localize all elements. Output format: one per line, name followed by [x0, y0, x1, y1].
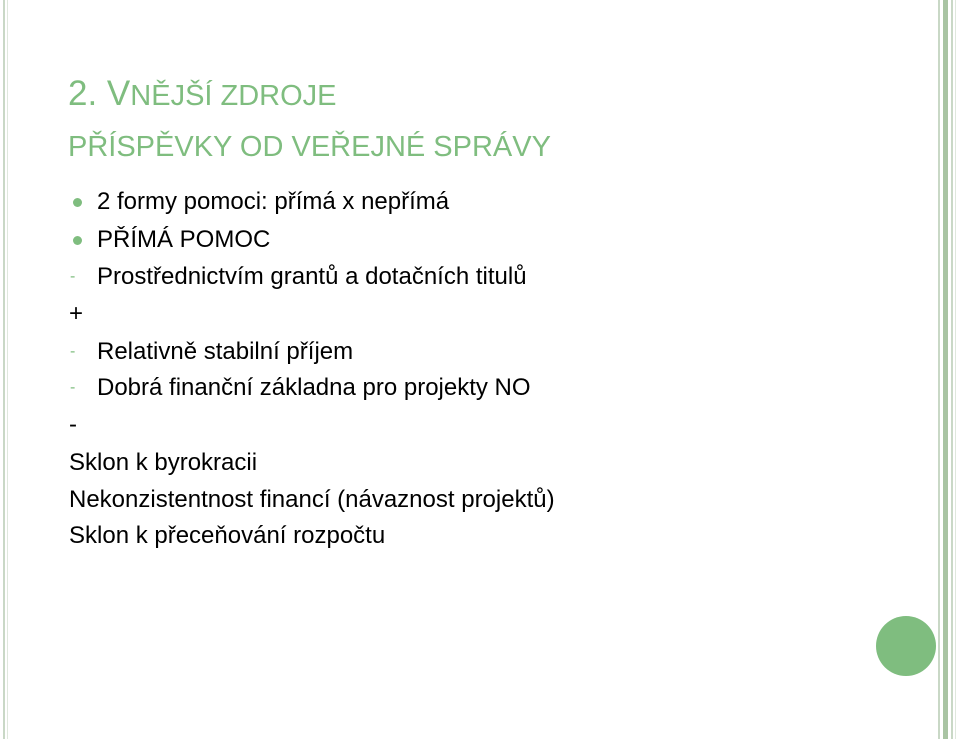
dash-mark: -: [70, 268, 76, 285]
list-item-text: Sklon k byrokracii: [69, 449, 258, 476]
decorative-circle-icon: [876, 616, 936, 676]
bullet-dot-icon: [73, 236, 82, 245]
list-item-text: Relativně stabilní příjem: [97, 338, 354, 365]
right-border-line-outer: [951, 0, 953, 739]
left-border-line: [3, 0, 5, 739]
slide-title: [68, 76, 337, 111]
title-number: 2.: [68, 74, 107, 113]
right-border-line-thick: [943, 0, 948, 739]
right-border-line: [938, 0, 940, 739]
list-item-text: PŘÍMÁ POMOC: [97, 226, 271, 253]
title-rest: NĚJŠÍ ZDROJE: [130, 80, 337, 112]
minus-sign: -: [69, 411, 77, 438]
dash-mark: -: [70, 343, 76, 360]
slide-subtitle: PŘÍSPĚVKY OD VEŘEJNÉ SPRÁVY: [68, 131, 551, 163]
list-item-text: Nekonzistentnost financí (návaznost projektů): [69, 486, 555, 513]
list-item-text: Sklon k přeceňování rozpočtu: [69, 522, 386, 549]
right-border-line-edge: [955, 0, 956, 739]
list-item-text: 2 formy pomoci: přímá x nepřímá: [97, 188, 450, 215]
list-item-text: Dobrá finanční základna pro projekty NO: [97, 374, 531, 401]
plus-sign: +: [69, 300, 84, 327]
bullet-dot-icon: [73, 198, 82, 207]
dash-mark: -: [70, 379, 76, 396]
title-first-letter: V: [106, 74, 131, 113]
list-item-text: Prostřednictvím grantů a dotačních titulů: [97, 263, 527, 290]
left-border-line-thin: [7, 0, 8, 739]
